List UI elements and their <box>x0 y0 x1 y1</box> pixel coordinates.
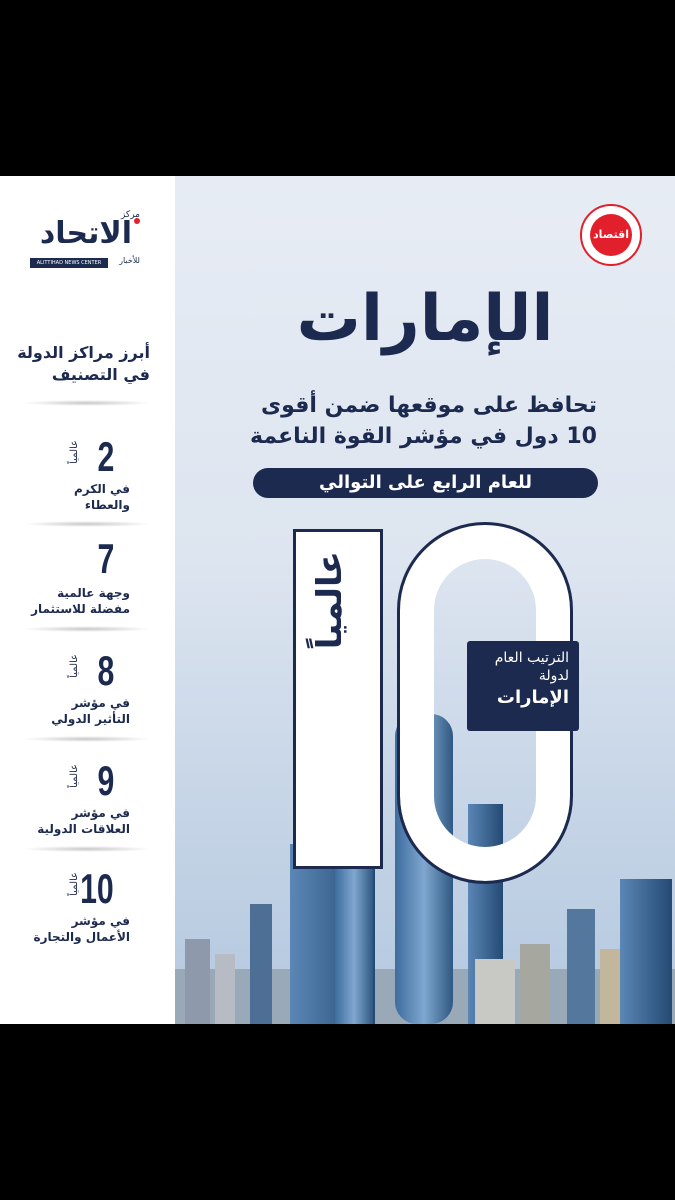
rank-line2: التأثير الدولي <box>51 712 130 726</box>
rank-number: 9 <box>97 757 114 804</box>
rank-global-label: عالمياً <box>69 440 80 464</box>
fourth-year-pill: للعام الرابع على التوالي <box>253 468 598 498</box>
rank-item-9 <box>18 758 158 853</box>
rank-box-line1: الترتيب العام <box>494 650 569 666</box>
rank-item-7 <box>18 536 158 631</box>
logo-brand: الاتحاد <box>39 216 132 251</box>
economy-badge-label: اقتصاد <box>590 214 632 256</box>
rank-item-2 <box>18 434 158 529</box>
logo-top-label: مركز <box>120 210 140 220</box>
headline: الإمارات <box>296 282 554 356</box>
subtitle-line2: 10 دول في مؤشر القوة الناعمة <box>250 424 597 449</box>
rank-number: 2 <box>97 433 114 480</box>
divider <box>22 846 152 852</box>
rank-number: 7 <box>97 535 114 582</box>
sidebar-title-line2: في التصنيف <box>51 365 150 384</box>
sidebar-title-line1: أبرز مراكز الدولة <box>17 343 150 362</box>
subtitle-line1: تحافظ على موقعها ضمن أقوى <box>261 393 597 418</box>
rank-item-8 <box>18 648 158 743</box>
rank-number: 8 <box>97 647 114 694</box>
rank-line1: في مؤشر <box>71 806 130 820</box>
main-panel <box>175 176 675 1024</box>
rank-box-line3: الإمارات <box>496 687 569 708</box>
infographic-card <box>0 176 675 1024</box>
alittihad-logo <box>30 208 140 268</box>
ranking-sidebar <box>0 176 175 1024</box>
rank-line2: الأعمال والتجارة <box>33 930 130 944</box>
divider <box>22 736 152 742</box>
divider <box>22 626 152 632</box>
divider <box>22 400 152 406</box>
rank-box-line2: لدولة <box>538 668 569 684</box>
sidebar-title <box>0 342 150 386</box>
economy-badge <box>580 204 642 266</box>
rank-line1: وجهة عالمية <box>57 586 130 600</box>
rank-global-label: عالمياً <box>69 764 80 788</box>
rank-line1: في مؤشر <box>71 696 130 710</box>
rank-line2: العلاقات الدولية <box>37 822 130 836</box>
rank-number: 10 <box>80 865 114 912</box>
rank-global-label: عالمياً <box>69 654 80 678</box>
rank-item-10 <box>18 866 158 961</box>
overall-rank-box <box>467 641 579 731</box>
logo-english-bar: ALITTIHAD NEWS CENTER <box>30 258 108 268</box>
rank-line2: مفضلة للاستثمار <box>31 602 130 616</box>
divider <box>22 521 152 527</box>
logo-sub-label: للأخبار <box>119 256 140 265</box>
rank-line1: في الكرم <box>73 482 130 496</box>
rank-line2: والعطاء <box>84 498 130 512</box>
big-number-global-word: عالمياً <box>310 551 350 650</box>
rank-global-label: عالمياً <box>69 872 80 896</box>
rank-line1: في مؤشر <box>71 914 130 928</box>
